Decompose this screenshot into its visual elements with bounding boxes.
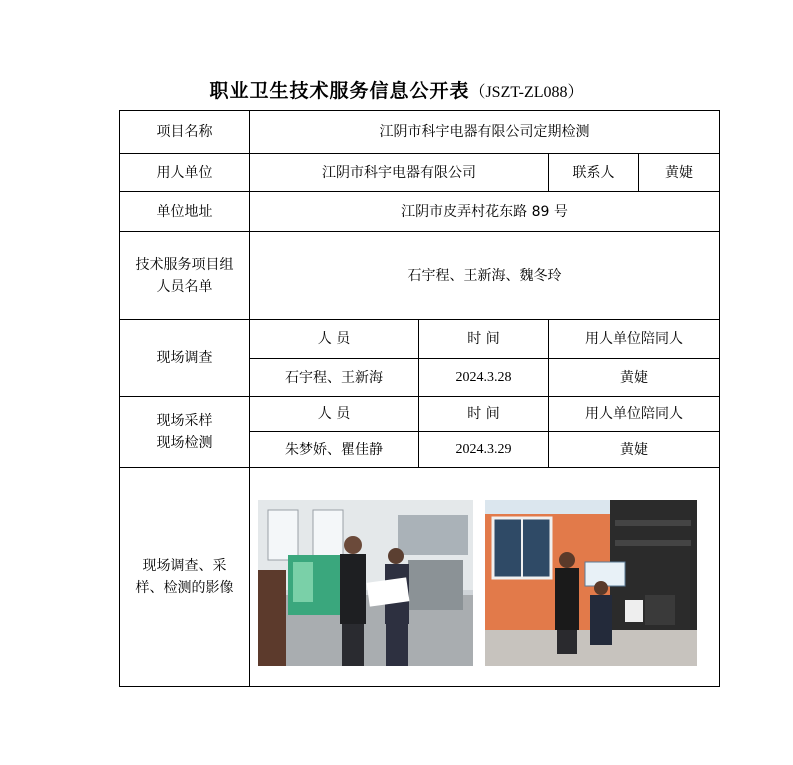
- page-title: [0, 76, 793, 103]
- title-text: 职业卫生技术服务信息公开表: [209, 80, 470, 102]
- address-label: 单位地址: [120, 192, 250, 232]
- team-value: 石宇程、王新海、魏冬玲: [250, 232, 720, 320]
- row-survey-header: [120, 320, 720, 359]
- site-photo-survey: [258, 500, 473, 666]
- factory-interior-image: [258, 500, 473, 666]
- employer-label: 用人单位: [120, 154, 250, 192]
- row-images: [120, 468, 720, 687]
- sampling-personnel: 朱梦娇、瞿佳静: [250, 432, 419, 468]
- project-name-value: 江阴市科宇电器有限公司定期检测: [250, 111, 720, 154]
- row-team: [120, 232, 720, 320]
- team-label: 技术服务项目组人员名单: [120, 232, 250, 320]
- images-cell: [250, 468, 720, 687]
- sampling-escort: 黄婕: [549, 432, 720, 468]
- survey-header-escort: 用人单位陪同人: [549, 320, 720, 359]
- sampling-header-personnel: 人 员: [250, 397, 419, 432]
- contact-label: 联系人: [549, 154, 639, 192]
- photo-gallery: [250, 468, 719, 686]
- sampling-label: 现场采样现场检测: [120, 397, 250, 468]
- factory-entrance-image: [485, 500, 697, 666]
- employer-value: 江阴市科宇电器有限公司: [250, 154, 549, 192]
- survey-personnel: 石宇程、王新海: [250, 359, 419, 397]
- row-project-name: [120, 111, 720, 154]
- sampling-header-time: 时 间: [419, 397, 549, 432]
- sampling-header-escort: 用人单位陪同人: [549, 397, 720, 432]
- row-employer: [120, 154, 720, 192]
- title-code: （JSZT-ZL088）: [469, 84, 584, 101]
- sampling-date: 2024.3.29: [419, 432, 549, 468]
- images-label: 现场调查、采样、检测的影像: [120, 468, 250, 687]
- survey-label: 现场调查: [120, 320, 250, 397]
- survey-header-personnel: 人 员: [250, 320, 419, 359]
- survey-escort: 黄婕: [549, 359, 720, 397]
- survey-header-time: 时 间: [419, 320, 549, 359]
- row-address: [120, 192, 720, 232]
- site-photo-sampling: [485, 500, 697, 666]
- project-name-label: 项目名称: [120, 111, 250, 154]
- row-sampling-header: [120, 397, 720, 432]
- contact-value: 黄婕: [639, 154, 720, 192]
- survey-date: 2024.3.28: [419, 359, 549, 397]
- info-table: [119, 110, 720, 687]
- address-value: 江阴市皮弄村花东路 89 号: [250, 192, 720, 232]
